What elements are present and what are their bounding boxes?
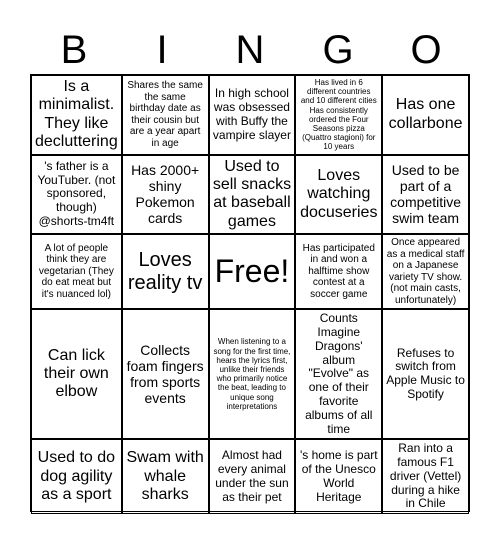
cell-text: Once appeared as a medical staff on a Japanese variety TV show. (not main casts, unfortunately) — [386, 237, 465, 306]
cell-text: Is a minimalist. They like decluttering — [35, 78, 118, 151]
bingo-cell[interactable] — [382, 155, 469, 235]
bingo-cell[interactable] — [295, 439, 382, 514]
header-letter-o: O — [410, 28, 442, 72]
bingo-header — [30, 26, 470, 74]
bingo-cell[interactable] — [122, 155, 209, 235]
cell-text: Shares the same the same birthday date as their cousin but are a year apart in age — [127, 80, 203, 149]
bingo-cell[interactable] — [31, 309, 122, 439]
free-space[interactable] — [209, 234, 296, 309]
bingo-cell[interactable] — [295, 155, 382, 235]
bingo-cell[interactable] — [209, 309, 296, 439]
bingo-cell[interactable] — [31, 155, 122, 235]
bingo-cell[interactable] — [122, 75, 209, 155]
bingo-cell[interactable] — [295, 75, 382, 155]
bingo-cell[interactable] — [31, 439, 122, 514]
cell-text: Loves watching docuseries — [300, 166, 378, 221]
cell-text: Has 2000+ shiny Pokemon cards — [131, 162, 200, 227]
header-letter-i: I — [156, 28, 168, 72]
cell-text: Used to be part of a competitive swim team — [390, 162, 461, 227]
cell-text: When listening to a song for the first time, hears the lyrics first, unlike their friends who primarily notice the beat, leading to unique song interpretations — [213, 337, 291, 411]
bingo-cell[interactable] — [122, 309, 209, 439]
bingo-cell[interactable] — [382, 439, 469, 514]
cell-text: Has participated in and won a halftime show contest at a soccer game — [302, 242, 375, 300]
cell-text: Ran into a famous F1 driver (Vettel) during a hike in Chile — [389, 441, 462, 511]
cell-text: Swam with whale sharks — [126, 449, 204, 503]
bingo-cell[interactable] — [209, 439, 296, 514]
header-letter-b: B — [60, 28, 88, 72]
cell-text: 's father is a YouTuber. (not sponsored, though) @shorts-tm4ft — [37, 158, 116, 229]
cell-text: Has lived in 6 different countries and 10 different cities Has consistently ordered the Four Seasons pizza (Quattro stagioni) for 10 years — [300, 78, 377, 152]
bingo-cell[interactable] — [209, 155, 296, 235]
bingo-cell[interactable] — [122, 234, 209, 309]
bingo-cell[interactable] — [382, 309, 469, 439]
bingo-board — [30, 74, 470, 512]
cell-text: Used to sell snacks at baseball games — [212, 157, 292, 230]
bingo-cell[interactable] — [31, 234, 122, 309]
cell-text: Loves reality tv — [127, 248, 203, 294]
cell-text: Used to do dog agility as a sport — [37, 449, 116, 503]
free-space-label: Free! — [214, 253, 290, 290]
cell-text: 's home is part of the Unesco World Heritage — [299, 448, 378, 504]
bingo-cell[interactable] — [295, 234, 382, 309]
header-letter-g: G — [322, 28, 354, 72]
header-letter-n: N — [235, 28, 265, 72]
bingo-cell[interactable] — [31, 75, 122, 155]
bingo-cell[interactable] — [382, 234, 469, 309]
cell-text: Can lick their own elbow — [43, 346, 109, 401]
cell-text: Almost had every animal under the sun as their pet — [215, 448, 289, 504]
bingo-cell[interactable] — [382, 75, 469, 155]
cell-text: A lot of people think they are vegetarian (They do eat meat but it's nuanced lol) — [38, 242, 114, 300]
cell-text: Refuses to switch from Apple Music to Spotify — [386, 345, 465, 401]
bingo-cell[interactable] — [122, 439, 209, 514]
bingo-cell[interactable] — [209, 75, 296, 155]
cell-text: In high school was obsessed with Buffy the vampire slayer — [212, 86, 291, 142]
cell-text: Counts Imagine Dragons' album "Evolve" as one of their favorite albums of all time — [305, 311, 373, 436]
cell-text: Collects foam fingers from sports events — [126, 342, 204, 407]
bingo-cell[interactable] — [295, 309, 382, 439]
cell-text: Has one collarbone — [388, 96, 463, 132]
